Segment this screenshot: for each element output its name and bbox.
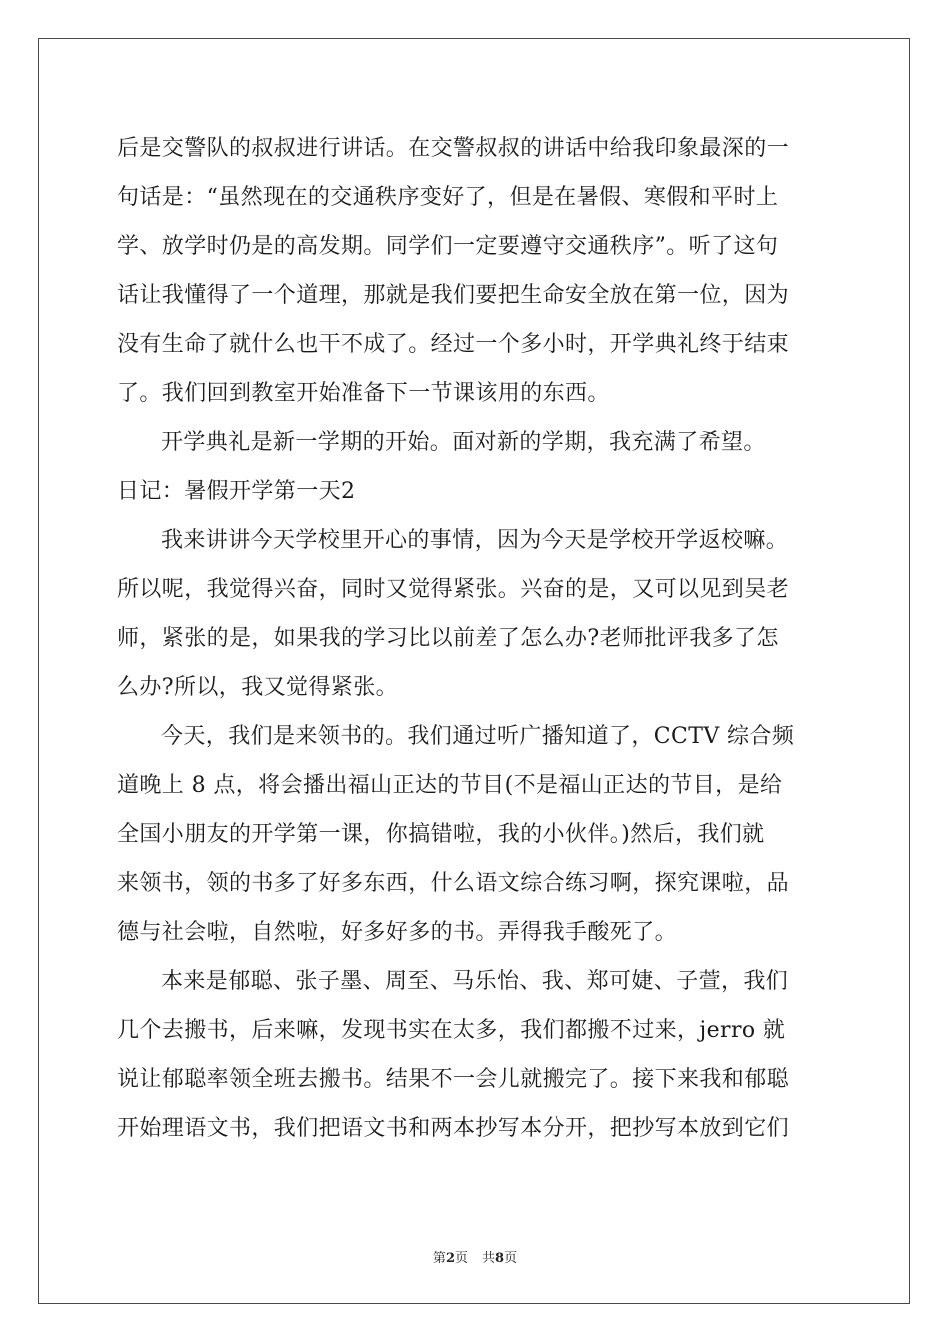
page-number-total: 8 — [495, 1251, 505, 1266]
text-line: 来领书，领的书多了好多东西，什么语文综合练习啊，探究课啦，品 — [117, 871, 790, 896]
paragraph-first-line: 本来是郁聪、张子墨、周至、马乐怡、我、郑可婕、子萱，我们 — [161, 969, 789, 994]
text-line: 师，紧张的是，如果我的学习比以前差了怎么办?老师批评我多了怎 — [117, 626, 779, 651]
page-number-current: 2 — [445, 1251, 455, 1266]
text-line: 所以呢，我觉得兴奋，同时又觉得紧张。兴奋的是，又可以见到吴老 — [117, 577, 790, 602]
text-line: 么办?所以，我又觉得紧张。 — [117, 675, 398, 700]
page-total-prefix: 共 — [482, 1251, 496, 1266]
text-line: 道晚上 8 点，将会播出福山正达的节目(不是福山正达的节目，是给 — [117, 773, 783, 798]
section-heading: 日记：暑假开学第一天2 — [117, 479, 356, 504]
page-total-suffix: 页 — [504, 1251, 518, 1266]
text-line: 几个去搬书，后来嘛，发现书实在太多，我们都搬不过来，jerro 就 — [117, 1018, 786, 1043]
text-line: 开始理语文书，我们把语文书和两本抄写本分开，把抄写本放到它们 — [117, 1116, 790, 1141]
page-number-suffix: 页 — [454, 1251, 468, 1266]
page-number-prefix: 第 — [432, 1251, 446, 1266]
page-footer — [0, 1247, 950, 1266]
document-body — [117, 124, 833, 1153]
text-line: 话让我懂得了一个道理，那就是我们要把生命安全放在第一位，因为 — [117, 283, 790, 308]
text-line: 学、放学时仍是的高发期。同学们一定要遵守交通秩序”。听了这句 — [117, 234, 779, 259]
text-line: 了。我们回到教室开始准备下一节课该用的东西。 — [117, 381, 610, 406]
text-line: 全国小朋友的开学第一课，你搞错啦，我的小伙伴。)然后，我们就 — [117, 822, 765, 847]
text-line: 说让郁聪率领全班去搬书。结果不一会儿就搬完了。接下来我和郁聪 — [117, 1067, 790, 1092]
text-line: 没有生命了就什么也干不成了。经过一个多小时，开学典礼终于结束 — [117, 332, 790, 357]
paragraph-first-line: 我来讲讲今天学校里开心的事情，因为今天是学校开学返校嘛。 — [161, 528, 789, 553]
paragraph-first-line: 开学典礼是新一学期的开始。面对新的学期，我充满了希望。 — [161, 430, 766, 455]
text-line: 句话是：“虽然现在的交通秩序变好了，但是在暑假、寒假和平时上 — [117, 185, 779, 210]
paragraph-first-line: 今天，我们是来领书的。我们通过听广播知道了，CCTV 综合频 — [161, 724, 795, 749]
text-line: 后是交警队的叔叔进行讲话。在交警叔叔的讲话中给我印象最深的一 — [117, 136, 790, 161]
text-line: 德与社会啦，自然啦，好多好多的书。弄得我手酸死了。 — [117, 920, 678, 945]
